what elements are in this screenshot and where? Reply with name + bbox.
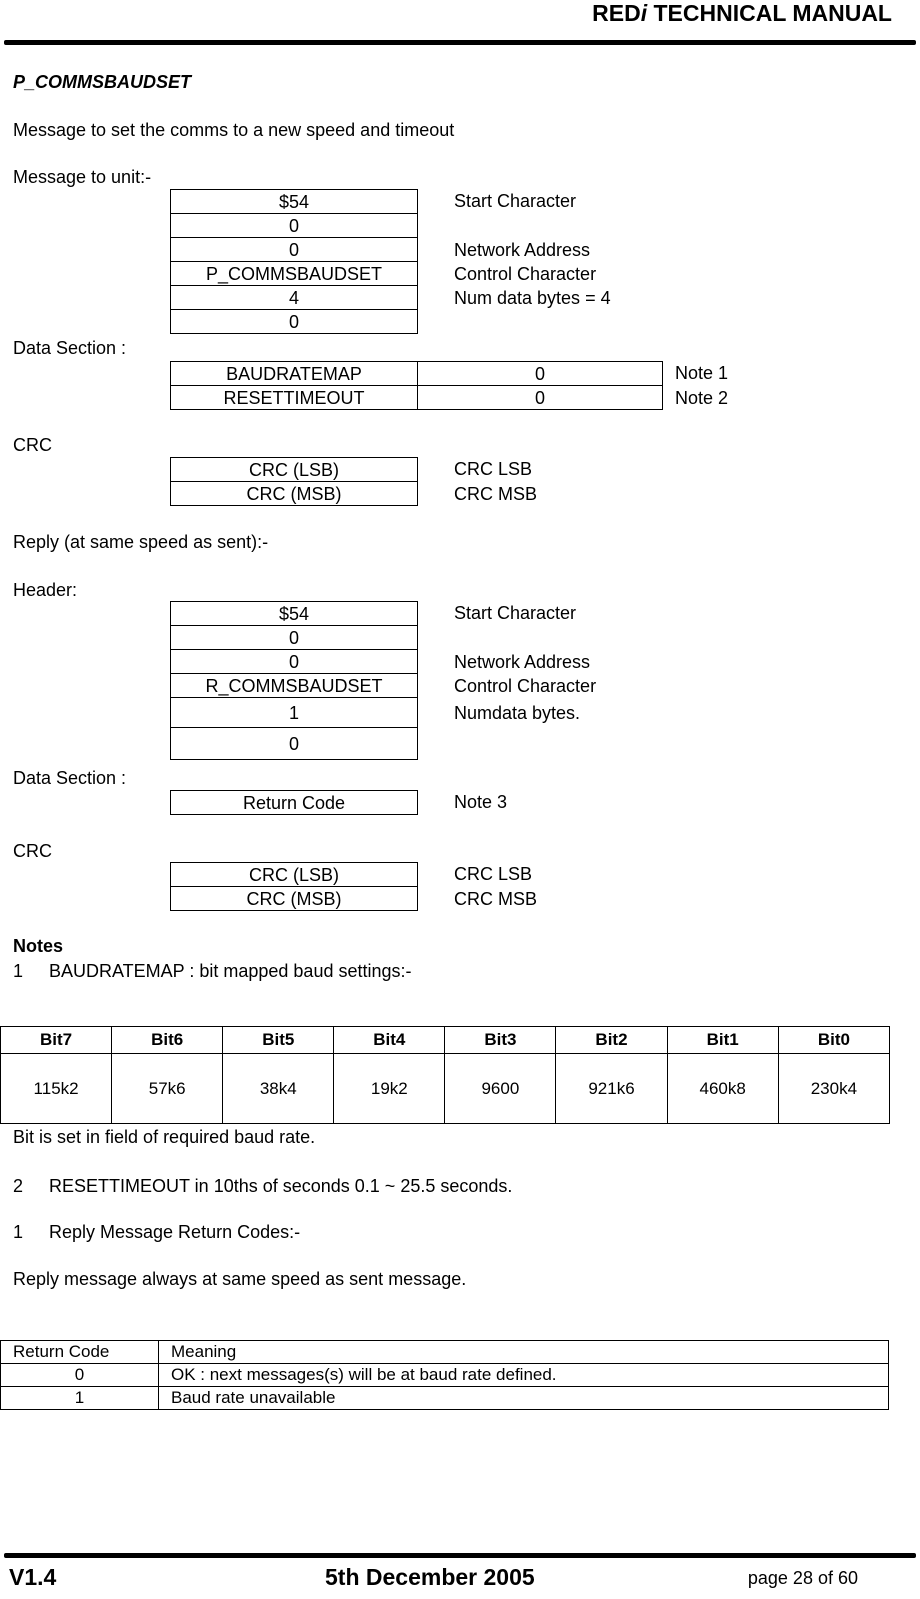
note-3-text: Reply Message Return Codes:- [49, 1222, 301, 1242]
field-description: Control Character [454, 264, 597, 284]
section-title: P_COMMSBAUDSET [13, 72, 192, 92]
message-to-unit-label: Message to unit:- [13, 167, 152, 187]
note-2-text: RESETTIMEOUT in 10ths of seconds 0.1 ~ 25.5 seconds. [49, 1176, 513, 1196]
field-value-cell: 1 [170, 698, 418, 728]
note-1-number: 1 [13, 961, 24, 981]
data-section-label: Data Section : [13, 338, 127, 358]
data-field-name: BAUDRATEMAP [170, 361, 418, 386]
field-value-cell: 0 [170, 310, 418, 334]
field-value-cell: Return Code [170, 790, 418, 815]
bit-header: Bit6 [112, 1027, 223, 1054]
field-value-cell: 0 [170, 650, 418, 674]
footer-rule [4, 1553, 916, 1558]
field-description: CRC MSB [454, 889, 538, 909]
field-description: Numdata bytes. [454, 703, 581, 723]
field-value-cell: CRC (MSB) [170, 887, 418, 911]
field-description: CRC MSB [454, 484, 538, 504]
footer-page: page 28 of 60 [747, 1568, 858, 1588]
field-value-cell: 0 [170, 214, 418, 238]
note-3-number: 1 [13, 1222, 24, 1242]
note-2-number: 2 [13, 1176, 24, 1196]
data-field-value: 0 [418, 361, 663, 386]
field-value-cell: CRC (LSB) [170, 457, 418, 482]
return-code-value: 1 [1, 1387, 159, 1410]
field-value-cell: $54 [170, 189, 418, 214]
field-description: CRC LSB [454, 459, 533, 479]
return-codes-header-row [1, 1341, 889, 1364]
bit-value: 230k4 [778, 1054, 889, 1124]
reply-crc-label: CRC [13, 841, 52, 861]
field-value-cell: R_COMMSBAUDSET [170, 674, 418, 698]
baud-bit-table [0, 1026, 890, 1124]
field-value-cell: 0 [170, 238, 418, 262]
header-rule [4, 40, 916, 45]
field-description: Network Address [454, 652, 591, 672]
bit-value: 38k4 [223, 1054, 334, 1124]
field-value-cell: 0 [170, 728, 418, 760]
table-row [1, 1387, 889, 1410]
bit-value-row [1, 1054, 890, 1124]
bit-header-row [1, 1027, 890, 1054]
bit-value: 921k6 [556, 1054, 667, 1124]
reply-label: Reply (at same speed as sent):- [13, 532, 269, 552]
bit-header: Bit4 [334, 1027, 445, 1054]
footer-version: V1.4 [9, 1564, 57, 1590]
table-row [1, 1364, 889, 1387]
field-description: Control Character [454, 676, 597, 696]
crc-label: CRC [13, 435, 52, 455]
field-description: Network Address [454, 240, 591, 260]
bit-header: Bit5 [223, 1027, 334, 1054]
bit-header: Bit7 [1, 1027, 112, 1054]
bit-value: 9600 [445, 1054, 556, 1124]
data-field-note: Note 1 [675, 363, 729, 383]
notes-title: Notes [13, 936, 64, 956]
data-field-value: 0 [418, 386, 663, 410]
reply-data-section-label: Data Section : [13, 768, 127, 788]
field-value-cell: CRC (MSB) [170, 482, 418, 506]
bit-value: 115k2 [1, 1054, 112, 1124]
return-code-meaning: OK : next messages(s) will be at baud rate defined. [159, 1364, 889, 1387]
field-description: Start Character [454, 603, 577, 623]
return-codes-table [0, 1340, 889, 1410]
field-description: Start Character [454, 191, 577, 211]
note-1-text: BAUDRATEMAP : bit mapped baud settings:- [49, 961, 412, 981]
header-label: Header: [13, 580, 78, 600]
bit-header: Bit3 [445, 1027, 556, 1054]
data-field-note: Note 2 [675, 388, 729, 408]
section-description: Message to set the comms to a new speed and timeout [13, 120, 455, 140]
field-value-cell: P_COMMSBAUDSET [170, 262, 418, 286]
field-value-cell: $54 [170, 601, 418, 626]
bit-header: Bit0 [778, 1027, 889, 1054]
field-value-cell: CRC (LSB) [170, 862, 418, 887]
manual-title: REDi TECHNICAL MANUAL [592, 0, 892, 26]
reply-always-text: Reply message always at same speed as sent message. [13, 1269, 467, 1289]
bit-header: Bit1 [667, 1027, 778, 1054]
bit-value: 57k6 [112, 1054, 223, 1124]
col-return-code: Return Code [1, 1341, 159, 1364]
field-description: CRC LSB [454, 864, 533, 884]
footer-date: 5th December 2005 [325, 1564, 535, 1590]
col-meaning: Meaning [159, 1341, 889, 1364]
field-description: Num data bytes = 4 [454, 288, 611, 308]
bit-set-text: Bit is set in field of required baud rate. [13, 1127, 316, 1147]
bit-header: Bit2 [556, 1027, 667, 1054]
field-value-cell: 4 [170, 286, 418, 310]
bit-value: 460k8 [667, 1054, 778, 1124]
field-value-cell: 0 [170, 626, 418, 650]
return-code-meaning: Baud rate unavailable [159, 1387, 889, 1410]
field-description: Note 3 [454, 792, 508, 812]
data-field-name: RESETTIMEOUT [170, 386, 418, 410]
return-code-value: 0 [1, 1364, 159, 1387]
bit-value: 19k2 [334, 1054, 445, 1124]
